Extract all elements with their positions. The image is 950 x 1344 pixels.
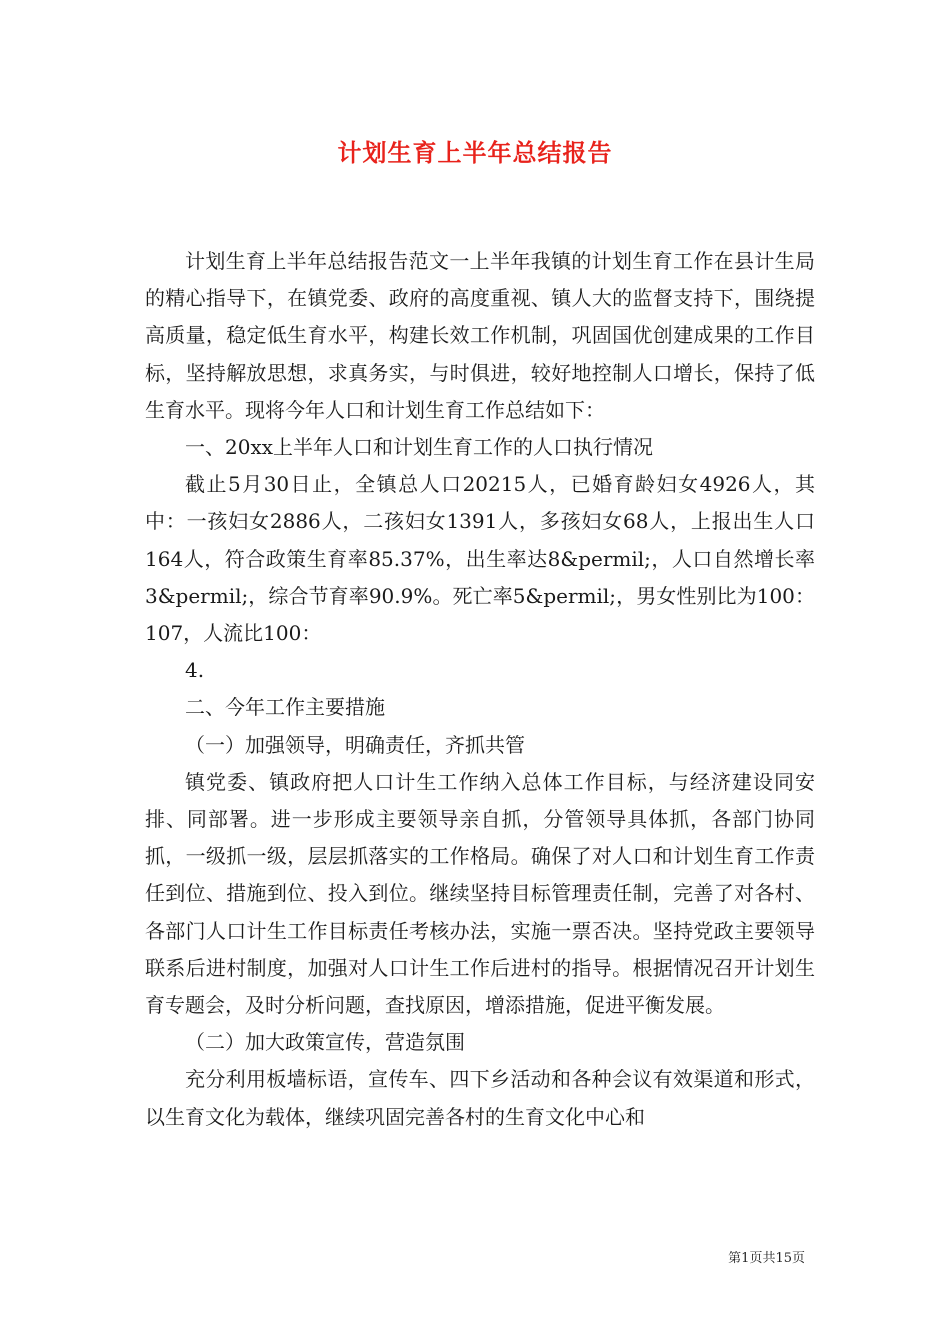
publicity-paragraph: 充分利用板墙标语，宣传车、四下乡活动和各种会议有效渠道和形式，以生育文化为载体，继续巩固完善各村的生育文化中心和 bbox=[145, 1067, 815, 1129]
section-heading-2: 二、今年工作主要措施 bbox=[185, 695, 385, 720]
statistics-paragraph: 截止5月30日止，全镇总人口20215人，已婚育龄妇女4926人，其中：一孩妇女2886人，二孩妇女1391人，多孩妇女68人，上报出生人口164人，符合政策生育率85.37%，出生率达8&permil;，人口自然增长率3&permil;，综合节育率90.9%。死亡率5&permil;，男女性别比为100：107，人流比100： bbox=[145, 472, 815, 646]
subsection-heading-1: （一）加强领导，明确责任，齐抓共管 bbox=[185, 732, 525, 757]
intro-paragraph: 计划生育上半年总结报告范文一上半年我镇的计划生育工作在县计生局的精心指导下，在镇党委、政府的高度重视、镇人大的监督支持下，围绕提高质量，稳定低生育水平，构建长效工作机制，巩固国优创建成果的工作目标，坚持解放思想，求真务实，与时俱进，较好地控制人口增长，保持了低生育水平。现将今年人口和计划生育工作总结如下： bbox=[145, 249, 815, 422]
document-body bbox=[145, 243, 815, 1136]
section-heading-1: 一、20xx上半年人口和计划生育工作的人口执行情况 bbox=[185, 435, 654, 460]
page-title: 计划生育上半年总结报告 bbox=[337, 138, 613, 167]
subsection-heading-2: （二）加大政策宣传，营造氛围 bbox=[185, 1030, 465, 1055]
page-footer: 第1页共15页 bbox=[728, 1251, 805, 1266]
leadership-paragraph: 镇党委、镇政府把人口计生工作纳入总体工作目标，与经济建设同安排、同部署。进一步形成主要领导亲自抓，分管领导具体抓，各部门协同抓，一级抓一级，层层抓落实的工作格局。确保了对人口和计划生育工作责任到位、措施到位、投入到位。继续坚持目标管理责任制，完善了对各村、各部门人口计生工作目标责任考核办法，实施一票否决。坚持党政主要领导联系后进村制度，加强对人口计生工作后进村的指导。根据情况召开计划生育专题会，及时分析问题，查找原因，增添措施，促进平衡发展。 bbox=[145, 769, 815, 1018]
statistics-continuation: 4. bbox=[185, 658, 205, 683]
